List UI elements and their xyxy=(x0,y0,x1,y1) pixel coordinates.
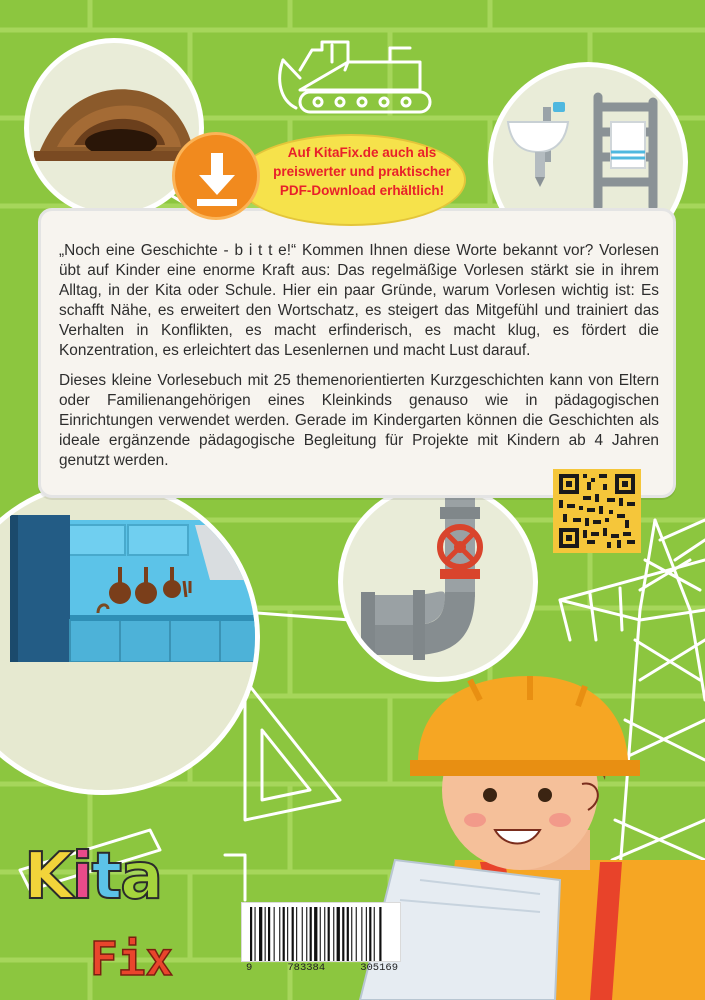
barcode-digit-group-1: 9 xyxy=(246,962,253,974)
barcode-digit-group-2: 783384 xyxy=(287,962,326,974)
logo-kita-text xyxy=(24,840,161,914)
barcode xyxy=(241,902,401,962)
description-paragraph-1: „Noch eine Geschichte - b i t t e!“ Kommen Ihnen diese Worte bekannt vor? Vorlesen übt auf Kinder eine enorme Kraft aus: Das regelmäßige Vorlesen stärkt sie in ihrem Alltag, in der Kita oder Schule. Hier ein paar Gründe, warum Vorlesen wichtig ist: Es schafft Nähe, es erweitert den Wortschatz, es steigert das Mitgefühl und trainiert das Verhalten in Konflikten, es macht erfinderisch, es macht klug, es fördert die Konzentration, es erleichtert das Lesenlernen und macht Lust darauf. xyxy=(59,242,659,359)
barcode-digit-group-3: 305169 xyxy=(360,962,398,974)
logo-fix-text: Fix xyxy=(90,932,174,986)
download-arrow-icon xyxy=(172,132,260,220)
logo-letter: t xyxy=(91,840,121,914)
download-info-text: Auf KitaFix.de auch als preiswerter und praktischer PDF-Download erhältlich! xyxy=(273,145,451,198)
logo-letter: a xyxy=(120,840,162,914)
barcode-digits xyxy=(242,962,402,974)
kitafix-logo xyxy=(22,840,252,995)
logo-letter: K xyxy=(24,840,72,914)
description-panel xyxy=(38,208,676,498)
qr-code[interactable] xyxy=(553,469,641,553)
logo-letter: i xyxy=(71,840,92,914)
description-paragraph-2: Dieses kleine Vorlesebuch mit 25 themenorientierten Kurzgeschichten kann von Eltern oder Familienangehörigen eines Kleinkinds genauso wie in pädagogischen Einrichtungen verwendet werden. Gerade im Kindergarten können die Geschichten als ideale ergänzende pädagogische Begleitung für Projekte mit Kindern ab 4 Jahren genutzt werden. xyxy=(59,372,659,469)
barcode-bars xyxy=(246,907,398,963)
